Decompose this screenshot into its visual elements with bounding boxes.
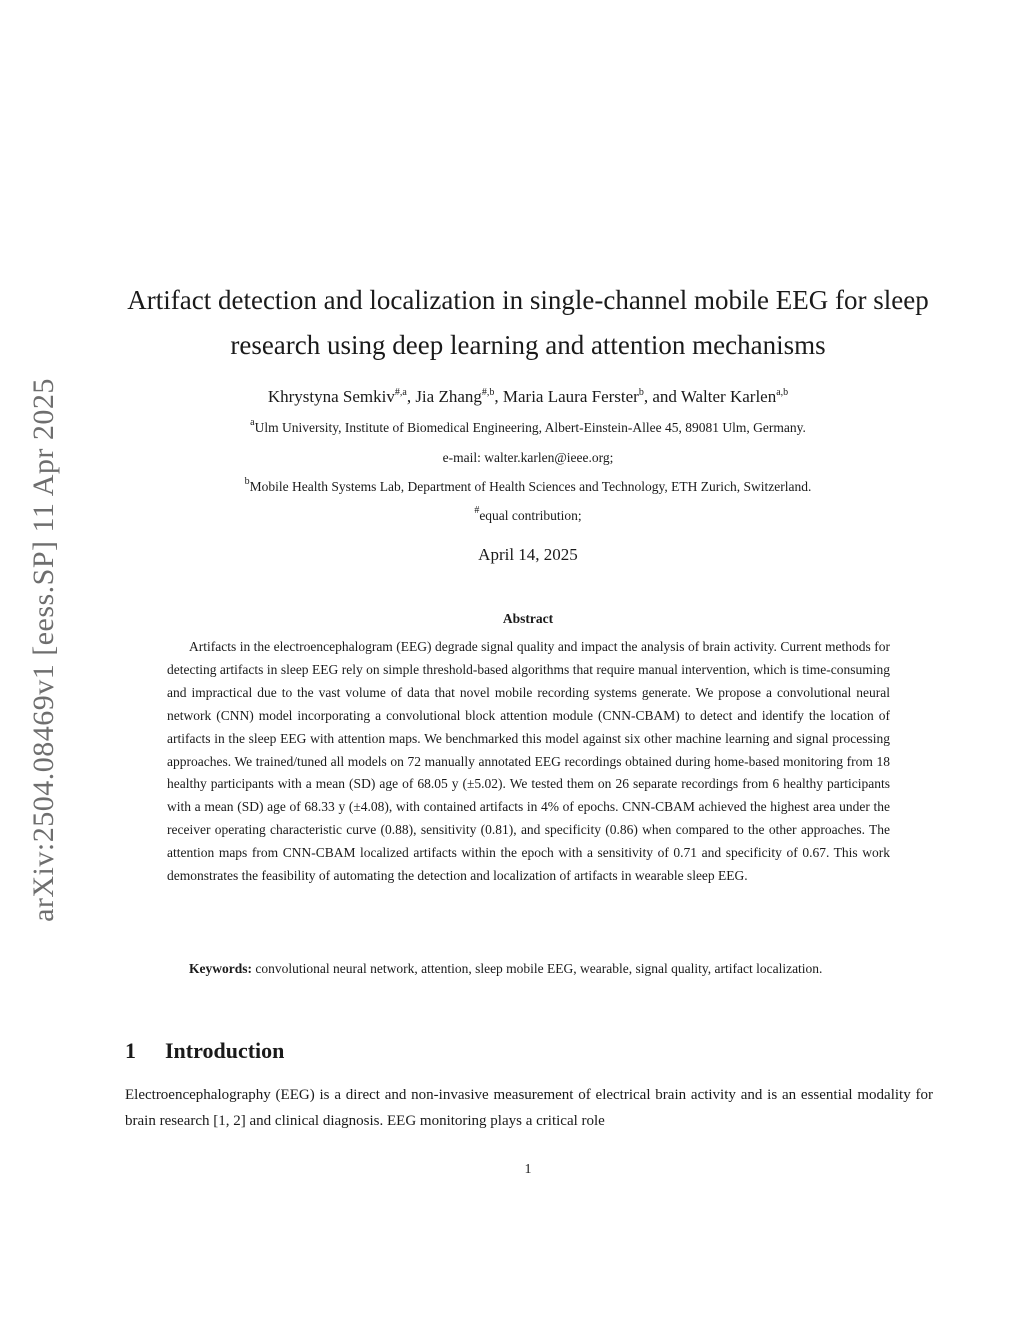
affiliation-text: Ulm University, Institute of Biomedical Engineering, Albert-Einstein-Allee 45, 89081 Ulm, Germany. — [254, 420, 806, 435]
author-list — [120, 384, 936, 410]
abstract-heading: Abstract — [502, 611, 554, 626]
author-name: Walter Karlen — [680, 387, 777, 406]
arxiv-identifier-stamp: arXiv:2504.08469v1 [eess.SP] 11 Apr 2025 — [27, 378, 60, 922]
introduction-paragraph: Electroencephalography (EEG) is a direct and non-invasive measurement of electrical brain activity and is an essential modality for brain research [1, 2] and clinical diagnosis. EEG monitoring plays a critical role — [125, 1087, 933, 1129]
keywords-paragraph — [167, 958, 890, 981]
author-separator: , — [494, 387, 503, 406]
author-separator: , — [406, 387, 416, 406]
section-title: Introduction — [165, 1038, 285, 1063]
author-name: Khrystyna Semkiv — [267, 387, 395, 406]
paper-title: Artifact detection and localization in single-channel mobile EEG for sleep research using deep learning and attention mechanisms — [127, 285, 929, 360]
affiliation-mark: a — [250, 417, 255, 428]
affiliation-mark: b — [244, 476, 250, 487]
contact-email: e-mail: walter.karlen@ieee.org; — [442, 450, 614, 465]
keywords-text: convolutional neural network, attention, sleep mobile EEG, wearable, signal quality, artifact localization. — [252, 961, 823, 976]
affiliation-text: Mobile Health Systems Lab, Department of Health Sciences and Technology, ETH Zurich, Switzerland. — [249, 479, 812, 494]
page-number: 1 — [524, 1162, 532, 1177]
affiliation-ulm — [120, 418, 936, 438]
publication-date: April 14, 2025 — [478, 545, 578, 564]
keywords-label: Keywords: — [189, 961, 252, 976]
section-number: 1 — [125, 1038, 136, 1063]
footnote-text: equal contribution; — [479, 508, 582, 523]
author-name: Jia Zhang — [415, 387, 482, 406]
affiliation-eth — [120, 477, 936, 497]
section-heading-introduction — [125, 1036, 284, 1066]
equal-contribution-note — [120, 506, 936, 526]
author-affiliation-mark: b — [638, 387, 644, 398]
author-affiliation-mark: #,b — [481, 387, 495, 398]
footnote-mark: # — [474, 505, 480, 516]
author-affiliation-mark: a,b — [776, 387, 789, 398]
abstract-body: Artifacts in the electroencephalogram (EEG) degrade signal quality and impact the analysis of brain activity. Current methods for detecting artifacts in sleep EEG rely on simple threshold-based algorithms that require manual intervention, which is time-consuming and impractical due to the vast volume of data that novel mobile recording systems generate. We propose a convolutional neural network (CNN) model incorporating a convolutional block attention module (CNN-CBAM) to detect and identify the location of artifacts in the sleep EEG with attention maps. We benchmarked this model against six other machine learning and signal processing approaches. We trained/tuned all models on 72 manually annotated EEG recordings obtained during home-based monitoring from 18 healthy participants with a mean (SD) age of 68.05 y (±5.02). We tested them on 26 separate recordings from 6 healthy participants with a mean (SD) age of 68.33 y (±4.08), with contained artifacts in 4% of epochs. CNN-CBAM achieved the highest area under the receiver operating characteristic curve (0.88), sensitivity (0.81), and specificity (0.86) when compared to the other approaches. The attention maps from CNN-CBAM localized artifacts within the epoch with a sensitivity of 0.71 and specificity of 0.67. This work demonstrates the feasibility of automating the detection and localization of artifacts in wearable sleep EEG. — [167, 639, 890, 884]
author-name: Maria Laura Ferster — [502, 387, 639, 406]
author-affiliation-mark: #,a — [394, 387, 407, 398]
author-separator: , and — [643, 387, 681, 406]
